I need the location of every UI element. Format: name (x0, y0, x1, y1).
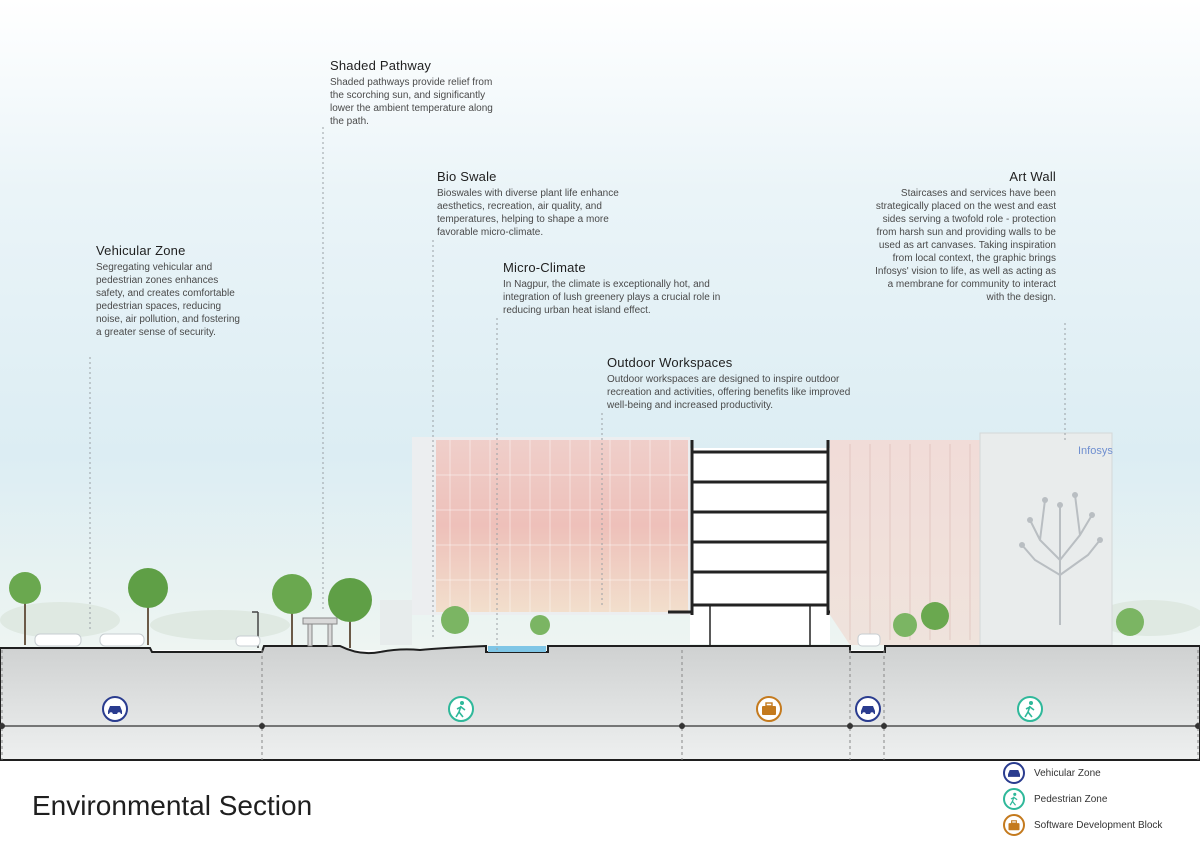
briefcase-icon (1003, 814, 1025, 836)
annotation-outdoor-workspaces (607, 355, 873, 412)
central-section-floors (668, 440, 850, 645)
annotation-shaded-pathway (330, 58, 502, 128)
tree (441, 606, 469, 634)
legend-item-software (1003, 812, 1162, 838)
annotation-heading: Outdoor Workspaces (607, 355, 733, 370)
pedestrian-icon (1003, 788, 1025, 810)
car-icon (1003, 762, 1025, 784)
tree (1116, 608, 1144, 636)
tree (128, 568, 168, 645)
annotation-body: In Nagpur, the climate is exceptionally hot, and integration of lush greenery plays a crucial role in reducing urban heat island effect. (503, 279, 721, 316)
legend-item-vehicular (1003, 760, 1162, 786)
west-building-block (412, 437, 690, 615)
tree (921, 602, 949, 630)
annotation-heading: Micro-Climate (503, 260, 586, 275)
annotation-body: Outdoor workspaces are designed to inspire outdoor recreation and activities, offering benefits like improved well-being and increased productivity. (607, 374, 851, 411)
annotation-micro-climate (503, 260, 725, 317)
page-title: Environmental Section (32, 790, 313, 821)
zone-icon-software (757, 697, 781, 721)
annotation-body: Staircases and services have been strategically placed on the west and east sides serving a twofold role - protection from harsh sun and providing walls to be used as art canvases. Taking inspiration from local context, the graphic brings Infosys' vision to life, as well as acting as a membrane for community to interact with the design. (875, 188, 1056, 303)
annotation-heading: Vehicular Zone (96, 243, 186, 258)
infosys-sign: Infosys (1078, 445, 1113, 457)
annotation-heading: Shaded Pathway (330, 58, 432, 73)
art-wall (980, 433, 1113, 645)
annotation-bio-swale (437, 169, 651, 239)
zone-icon-vehicular (856, 697, 880, 721)
car (858, 634, 880, 646)
tree (272, 574, 312, 645)
car (100, 634, 144, 646)
annotation-vehicular-zone (96, 243, 248, 339)
tree (328, 578, 372, 648)
annotation-body: Bioswales with diverse plant life enhance aesthetics, recreation, air quality, and temperatures, helping to shape a more favorable micro-climate. (437, 188, 619, 238)
tree (893, 613, 917, 637)
annotation-body: Shaded pathways provide relief from the scorching sun, and significantly lower the ambient temperature along the path. (330, 77, 493, 127)
annotation-body: Segregating vehicular and pedestrian zones enhances safety, and creates comfortable pedestrian spaces, reducing noise, air pollution, and fostering a greater sense of security. (96, 262, 240, 338)
annotation-art-wall (868, 169, 1056, 304)
entry-canopy (303, 618, 337, 646)
legend-label: Vehicular Zone (1034, 767, 1101, 779)
legend (1003, 760, 1162, 838)
car (35, 634, 81, 646)
annotation-heading: Bio Swale (437, 169, 497, 184)
legend-label: Pedestrian Zone (1034, 793, 1108, 805)
zone-icon-pedestrian (449, 697, 473, 721)
annotation-heading: Art Wall (1009, 169, 1056, 184)
tree (530, 615, 550, 635)
left-low-block (380, 600, 412, 645)
legend-label: Software Development Block (1034, 819, 1163, 831)
zone-icon-vehicular (103, 697, 127, 721)
zone-icon-pedestrian (1018, 697, 1042, 721)
legend-item-pedestrian (1003, 786, 1162, 812)
car (236, 636, 260, 646)
